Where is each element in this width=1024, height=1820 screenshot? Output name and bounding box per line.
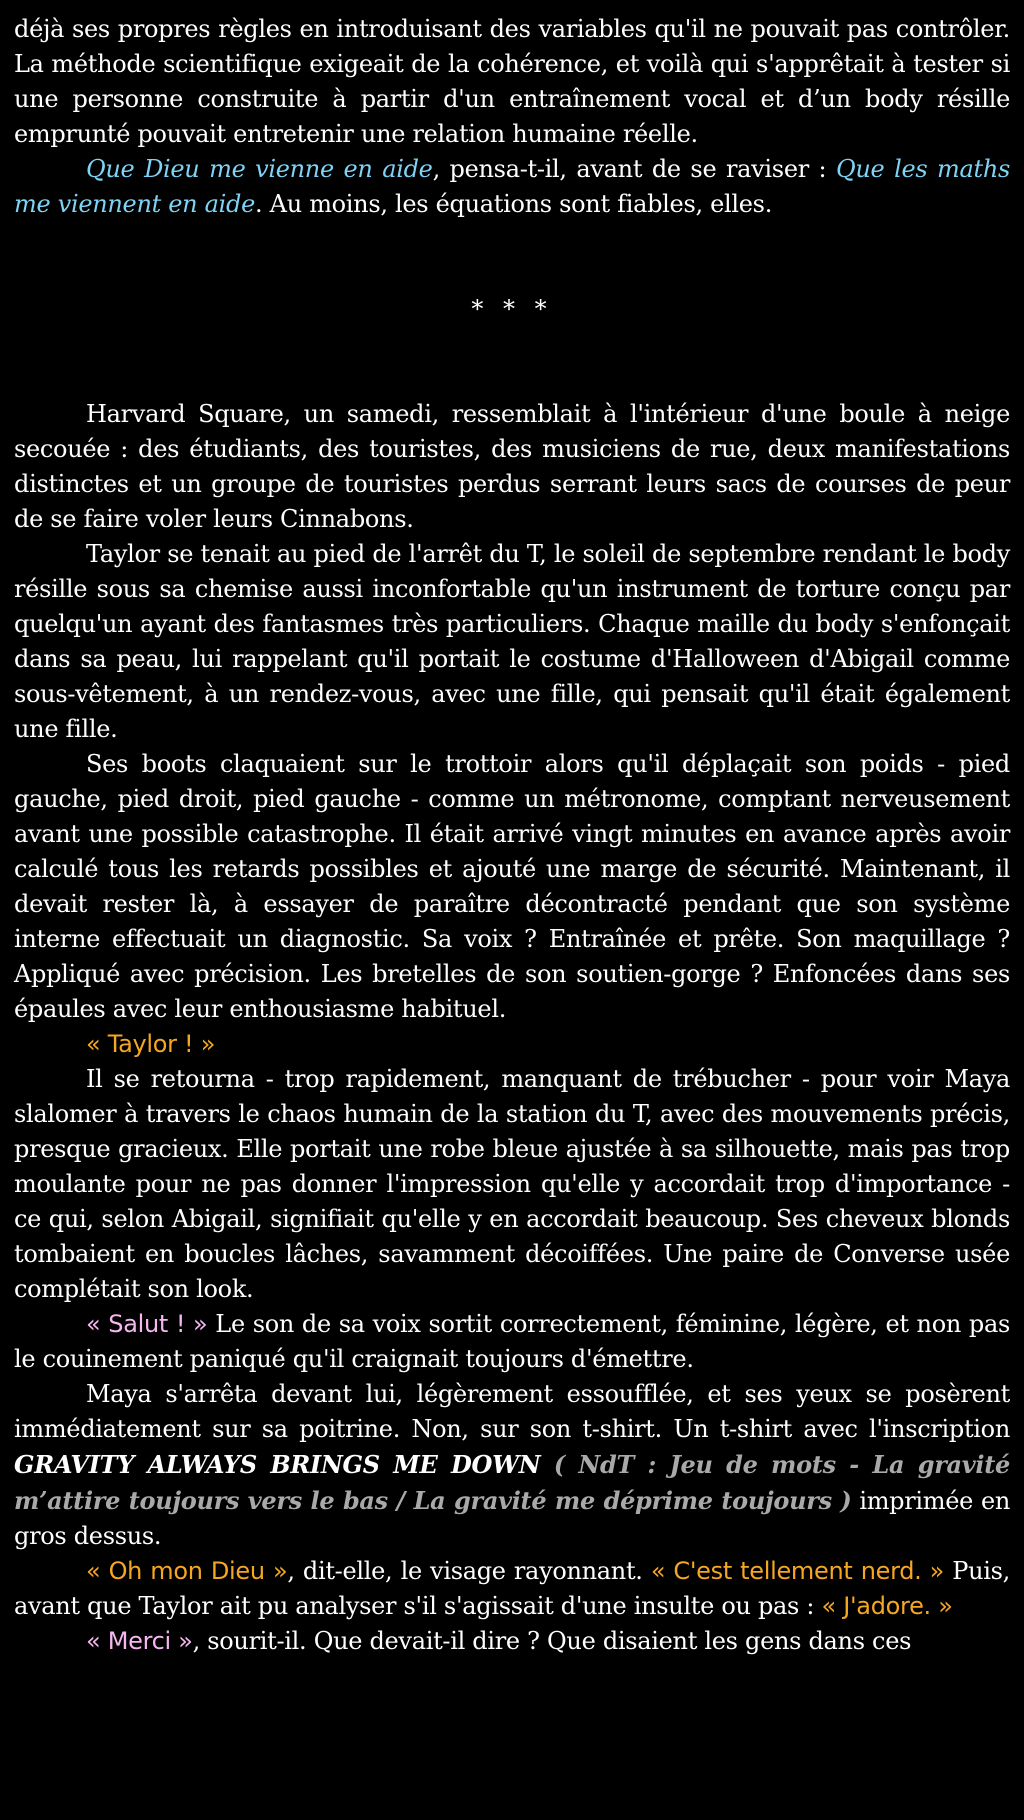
paragraph-harvard-square: Harvard Square, un samedi, ressemblait à l'intérieur d'une boule à neige secouée : des étudiants, des touristes, des musiciens de rue, deux manifestations distinctes et un groupe de touristes perdus serrant leurs sacs de courses de peur de se faire voler leurs Cinnabons. [14,400,1010,533]
paragraph-merci-text: , sourit-il. Que devait-il dire ? Que disaient les gens dans ces [192,1627,912,1655]
inner-thought-2: Que les maths me viennent en aide [14,155,1010,218]
paragraph-merci [14,1624,1010,1659]
dialogue-maya-3: « C'est tellement nerd. » [650,1557,945,1585]
paragraph-oh-text-2: Puis, avant que Taylor ait pu analyser s'il s'agissait d'une insulte ou pas : [14,1557,1010,1620]
dialogue-taylor-1: « Salut ! » [86,1310,208,1338]
dialogue-taylor-2: « Merci » [86,1627,193,1655]
paragraph-oh-mon-dieu [14,1554,1010,1624]
paragraph-boots: Ses boots claquaient sur le trottoir alors qu'il déplaçait son poids - pied gauche, pied droit, pied gauche - comme un métronome, comptant nerveusement avant une possible catastrophe. Il était arrivé vingt minutes en avance après avoir calculé tous les retards possibles et ajouté une marge de sécurité. Maintenant, il devait rester là, à essayer de paraître décontracté pendant que son système interne effectuait un diagnostic. Sa voix ? Entraînée et prête. Son maquillage ? Appliqué avec précision. Les bretelles de son soutien-gorge ? Enfoncées dans ses épaules avec leur enthousiasme habituel. [14,750,1010,1023]
translator-note: ( NdT : Jeu de mots - La gravité m’attire toujours vers le bas / La gravité me déprime toujours ) [14,1450,1011,1515]
scene-separator: * * * [471,295,553,323]
paragraph-tshirt-text-2: imprimée en gros dessus. [14,1487,1011,1550]
paragraph-continuation: déjà ses propres règles en introduisant des variables qu'il ne pouvait pas contrôler. La méthode scientifique exigeait de la cohérence, et voilà qui s'apprêtait à tester si une personne construite à partir d'un entraînement vocal et d’un body résille emprunté pouvait entretenir une relation humaine réelle. [14,15,1010,148]
paragraph-salut [14,1307,1010,1377]
paragraph-prayer [14,152,1010,222]
paragraph-tshirt [14,1377,1010,1554]
paragraph-tshirt-text-1: Maya s'arrêta devant lui, légèrement essoufflée, et ses yeux se posèrent immédiatement sur sa poitrine. Non, sur son t-shirt. Un t-shirt avec l'inscription [14,1380,1010,1443]
paragraph-prayer-text-2: . Au moins, les équations sont fiables, elles. [255,190,773,218]
dialogue-maya-2: « Oh mon Dieu » [86,1557,288,1585]
paragraph-prayer-text-1: , pensa-t-il, avant de se raviser : [432,155,836,183]
paragraph-taylor-waiting: Taylor se tenait au pied de l'arrêt du T, le soleil de septembre rendant le body résille sous sa chemise aussi inconfortable qu'un instrument de torture conçu par quelqu'un ayant des fantasmes très particuliers. Chaque maille du body s'enfonçait dans sa peau, lui rappelant qu'il portait le costume d'Halloween d'Abigail comme sous-vêtement, à un rendez-vous, avec une fille, qui pensait qu'il était également une fille. [14,540,1010,743]
paragraph-maya-arrives: Il se retourna - trop rapidement, manquant de trébucher - pour voir Maya slalomer à travers le chaos humain de la station du T, avec des mouvements précis, presque gracieux. Elle portait une robe bleue ajustée à sa silhouette, mais pas trop moulante pour ne pas donner l'impression qu'elle y accordait trop d'importance - ce qui, selon Abigail, signifiait qu'elle y en accordait beaucoup. Ses cheveux blonds tombaient en boucles lâches, savamment décoiffées. Une paire de Converse usée complétait son look. [14,1065,1010,1303]
paragraph-oh-text-1: , dit-elle, le visage rayonnant. [287,1557,651,1585]
dialogue-maya-1: « Taylor ! » [86,1030,216,1058]
tshirt-inscription: GRAVITY ALWAYS BRINGS ME DOWN [14,1450,541,1479]
inner-thought-1: Que Dieu me vienne en aide [86,155,433,183]
paragraph-salut-text: Le son de sa voix sortit correctement, féminine, légère, et non pas le couinement paniqué qu'il craignait toujours d'émettre. [14,1310,1010,1373]
dialogue-maya-4: « J'adore. » [821,1592,953,1620]
paragraph-dialogue-taylor [14,1027,1010,1062]
